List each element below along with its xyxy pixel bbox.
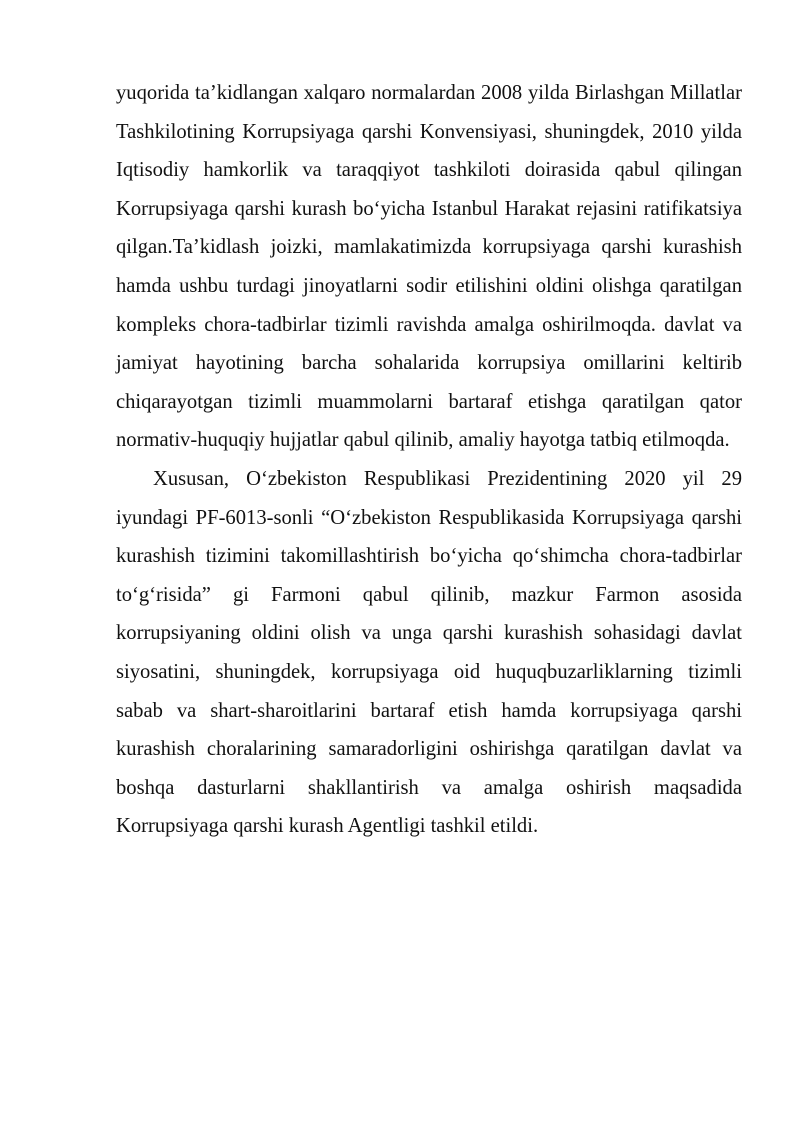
paragraph-1: yuqorida ta’kidlangan xalqaro normalardan 2008 yilda Birlashgan Millatlar Tashkilotining Korrupsiyaga qarshi Konvensiyasi, shuningdek, 2010 yilda Iqtisodiy hamkorlik va taraqqiyot tashkiloti doirasida qabul qilingan Korrupsiyaga qarshi kurash bo‘yicha Istanbul Harakat rejasini ratifikatsiya qilgan.Ta’kidlash joizki, mamlakatimizda korrupsiyaga qarshi kurashish hamda ushbu turdagi jinoyatlarni sodir etilishini oldini olishga qaratilgan kompleks chora-tadbirlar tizimli ravishda amalga oshirilmoqda. davlat va jamiyat hayotining barcha sohalarida korrupsiya omillarini keltirib chiqarayotgan tizimli muammolarni bartaraf etishga qaratilgan qator normativ-huquqiy hujjatlar qabul qilinib, amaliy hayotga tatbiq etilmoqda.: [116, 82, 742, 452]
paragraph-2: Xususan, O‘zbekiston Respublikasi Prezidentining 2020 yil 29 iyundagi PF-6013-sonli “O‘zbekiston Respublikasida Korrupsiyaga qarshi kurashish tizimini takomillashtirish bo‘yicha qo‘shimcha chora-tadbirlar to‘g‘risida” gi Farmoni qabul qilinib, mazkur Farmon asosida korrupsiyaning oldini olish va unga qarshi kurashish sohasidagi davlat siyosatini, shuningdek, korrupsiyaga oid huquqbuzarliklarning tizimli sabab va shart-sharoitlarini bartaraf etish hamda korrupsiyaga qarshi kurashish choralarining samaradorligini oshirishga qaratilgan davlat va boshqa dasturlarni shakllantirish va amalga oshirish maqsadida Korrupsiyaga qarshi kurash Agentligi tashkil etildi.: [116, 467, 742, 838]
body-text: [116, 74, 742, 846]
